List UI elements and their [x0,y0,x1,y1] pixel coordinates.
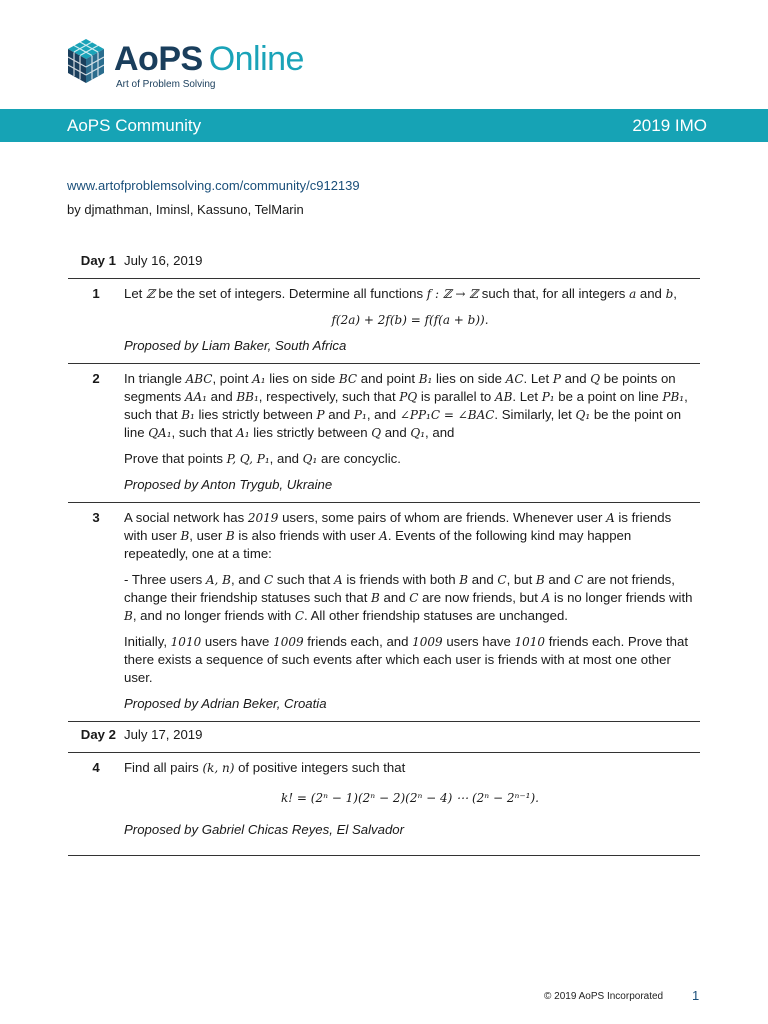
problem-proposer: Proposed by Anton Trygub, Ukraine [124,477,333,492]
footer-copyright: © 2019 AoPS Incorporated [544,991,664,1002]
problem-proposer: Proposed by Gabriel Chicas Reyes, El Salvador [124,822,405,837]
problem-text: - Three users A, B, and C such that A is friends with both B and C, but B and C are not friends, change their friendship statuses such that B and C are now friends, but A is no longer friends with B, and no longer friends with C. All other friendship statuses are unchanged. [124,572,693,623]
logo-brand: AoPS [114,40,203,78]
problem-number: 1 [92,286,100,301]
problem-row [68,279,700,364]
logo-tagline: Art of Problem Solving [116,79,216,90]
day-label: Day 1 [80,253,116,268]
problem-number: 4 [92,760,100,775]
page-number: 1 [692,988,700,1003]
problem-number: 2 [92,371,100,386]
problem-row [68,753,700,856]
day-header [68,248,700,279]
problem-text: Prove that points P, Q, P₁, and Q₁ are concyclic. [124,451,401,466]
problem-text: A social network has 2019 users, some pairs of whom are friends. Whenever user A is friends with user B, user B is also friends with user A. Events of the following kind may happen repeatedly, one at a time: [124,510,672,561]
display-equation: f(2a) + 2f(b) = f(f(a + b)). [331,313,489,327]
problem-text: Initially, 1010 users have 1009 friends each, and 1009 users have 1010 friends each. Prove that there exists a sequence of such events after which each user is friends with at most one other user. [124,634,689,685]
problem-text: Let ℤ be the set of integers. Determine all functions f : ℤ → ℤ such that, for all integers a and b, [124,286,677,301]
header-banner [0,109,768,142]
problem-number: 3 [92,510,100,525]
problem-list [68,248,700,856]
problem-row [68,503,700,722]
aops-cube-icon [66,38,106,84]
day-label: Day 2 [80,727,116,742]
day-header [68,722,700,753]
day-date: July 17, 2019 [124,727,203,742]
logo-wordmark [114,36,304,82]
problem-proposer: Proposed by Adrian Beker, Croatia [124,696,327,711]
logo-suffix: Online [208,40,304,78]
display-equation: k! = (2ⁿ − 1)(2ⁿ − 2)(2ⁿ − 4) ⋯ (2ⁿ − 2ⁿ⁻¹). [281,791,539,805]
banner-community: AoPS Community [67,116,202,135]
source-url[interactable]: www.artofproblemsolving.com/community/c912139 [67,178,360,193]
banner-contest: 2019 IMO [632,116,707,135]
authors-line: by djmathman, Iminsl, Kassuno, TelMarin [67,202,304,217]
problem-proposer: Proposed by Liam Baker, South Africa [124,338,347,353]
problem-text: Find all pairs (k, n) of positive integers such that [124,760,406,775]
day-date: July 16, 2019 [124,253,203,268]
problem-text: In triangle ABC, point A₁ lies on side BC and point B₁ lies on side AC. Let P and Q be points on segments AA₁ and BB₁, respectively, such that PQ is parallel to AB. Let P₁ be a point on line PB₁, such that B₁ lies strictly between P and P₁, and ∠PP₁C = ∠BAC. Similarly, let Q₁ be the point on line QA₁, such that A₁ lies strictly between Q and Q₁, and [124,371,688,440]
problem-row [68,364,700,503]
